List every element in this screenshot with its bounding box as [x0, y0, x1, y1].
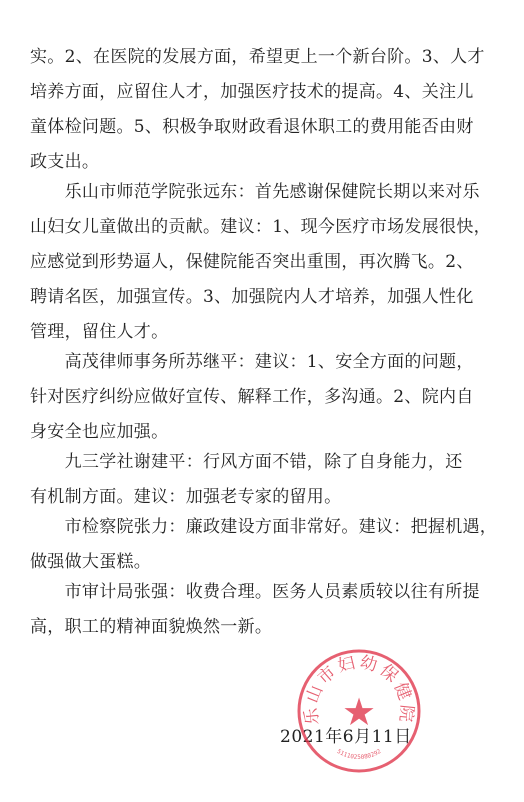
text-line: 高茂律师事务所苏继平：建议：1、安全方面的问题，	[30, 352, 474, 372]
document-date: 2021年6月11日	[280, 727, 412, 747]
text-line: 做强做大蛋糕。	[30, 552, 152, 572]
text-line: 高，职工的精神面貌焕然一新。	[30, 617, 273, 637]
text-line: 管理，留住人才。	[30, 322, 169, 342]
text-line: 市检察院张力：廉政建设方面非常好。建议：把握机遇，	[30, 517, 498, 537]
text-line: 乐山市师范学院张远东：首先感谢保健院长期以来对乐	[30, 182, 480, 202]
text-line: 有机制方面。建议：加强老专家的留用。	[30, 487, 342, 507]
text-line: 应感觉到形势逼人，保健院能否突出重围，再次腾飞。2、	[30, 252, 474, 272]
official-seal-stamp	[293, 645, 425, 777]
text-line: 针对医疗纠纷应做好宣传、解释工作，多沟通。2、院内自	[30, 387, 474, 407]
seal-text: 乐山市妇幼保健院	[301, 652, 417, 726]
text-line: 市审计局张强：收费合理。医务人员素质较以往有所提	[30, 582, 480, 602]
text-line: 聘请名医，加强宣传。3、加强院内人才培养，加强人性化	[30, 287, 474, 307]
text-line: 童体检问题。5、积极争取财政看退休职工的费用能否由财	[30, 117, 474, 137]
text-line: 九三学社谢建平：行风方面不错，除了自身能力，还	[30, 452, 463, 472]
text-line: 身安全也应加强。	[30, 422, 169, 442]
text-line: 山妇女儿童做出的贡献。建议：1、现今医疗市场发展很快，	[30, 217, 491, 237]
text-line: 政支出。	[30, 152, 100, 172]
text-line: 培养方面，应留住人才，加强医疗技术的提高。4、关注儿	[30, 82, 474, 102]
seal-code: 5111025080292	[335, 747, 383, 761]
seal-star-icon: ★	[341, 690, 377, 734]
text-line: 实。2、在医院的发展方面，希望更上一个新台阶。3、人才	[30, 47, 485, 67]
